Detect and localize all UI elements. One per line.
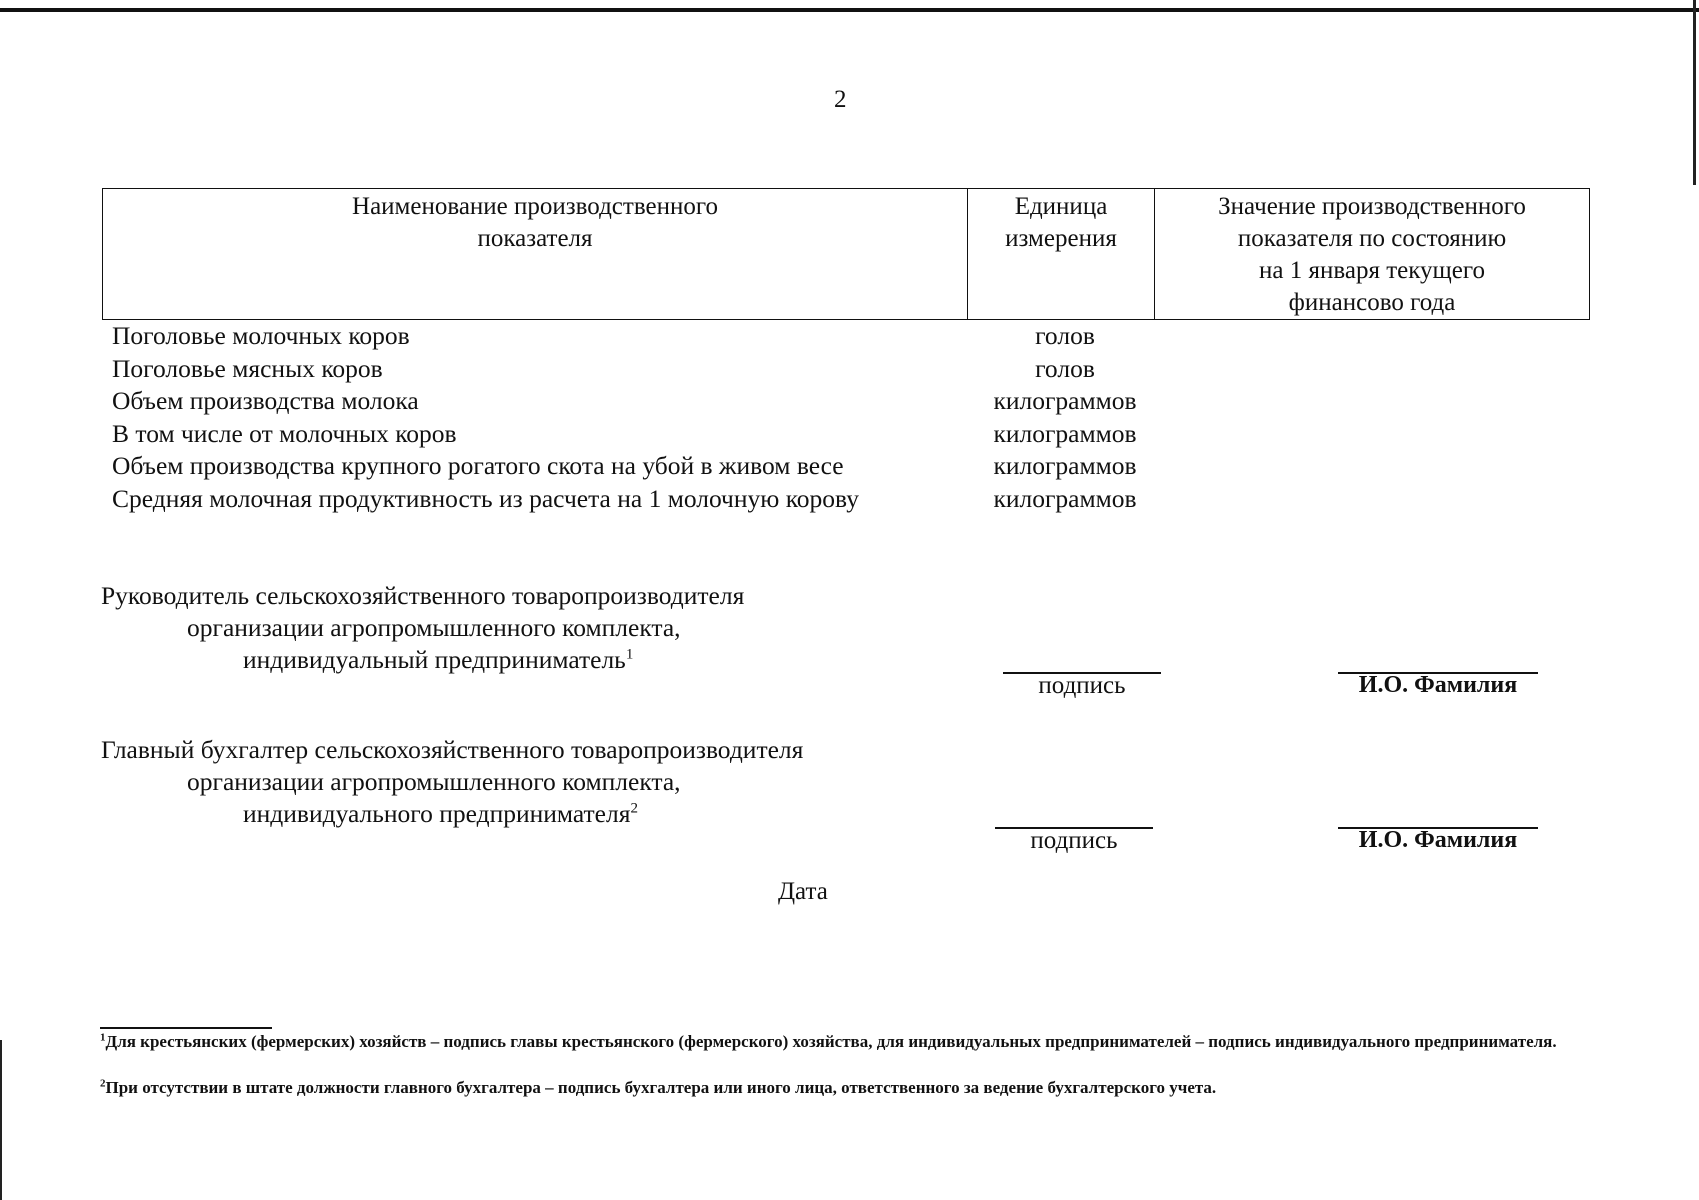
footnote-text: Для крестьянских (фермерских) хозяйств – подпись главы крестьянского (фермерского) хозяйства, для индивидуальных предпринимателей – подпись индивидуального предпринимателя. — [105, 1032, 1557, 1051]
head-title-line-3: индивидуальный предприниматель$^1$ — [243, 645, 634, 674]
accountant-signature-caption: подпись — [1030, 827, 1118, 854]
head-signature-caption: подпись — [1038, 672, 1126, 699]
footnote-1 — [100, 1031, 1600, 1053]
footnote-separator — [100, 1027, 272, 1029]
accountant-title-line-1: Главный бухгалтер сельскохозяйственного товаропроизводителя — [101, 735, 804, 764]
footnote-mark: 2 — [100, 1077, 106, 1090]
indicator-name: Объем производства крупного рогатого скота на убой в живом весе — [112, 451, 844, 480]
head-title-line-1: Руководитель сельскохозяйственного товаропроизводителя — [101, 581, 745, 610]
head-name-caption: И.О. Фамилия — [1358, 672, 1518, 698]
indicator-table-header — [102, 188, 1590, 320]
indicator-unit: голов — [1035, 321, 1095, 350]
accountant-title-line-3: индивидуального предпринимателя$^2$ — [243, 799, 638, 828]
date-label: Дата — [778, 878, 828, 905]
accountant-title-line-2: организации агропромышленного комплекта, — [187, 767, 681, 796]
footnote-ref: 2 — [630, 800, 638, 817]
left-scan-edge — [0, 1040, 2, 1200]
indicator-unit: килограммов — [993, 451, 1137, 480]
header-unit: Единица измерения — [968, 189, 1155, 320]
indicator-name: В том числе от молочных коров — [112, 418, 457, 448]
header-value: Значение производственного показателя по состоянию на 1 января текущего финансово года — [1155, 189, 1590, 320]
right-scan-edge — [1693, 0, 1696, 185]
indicator-unit: килограммов — [993, 418, 1137, 448]
indicator-name: Поголовье молочных коров — [112, 321, 410, 350]
header-indicator-name: Наименование производственного показателя — [103, 189, 968, 320]
footnote-2 — [100, 1077, 1600, 1099]
indicator-name: Поголовье мясных коров — [112, 353, 383, 383]
head-title-line-2: организации агропромышленного комплекта, — [187, 613, 681, 642]
indicator-unit: килограммов — [993, 386, 1137, 415]
footnote-mark: 1 — [100, 1031, 106, 1044]
footnote-text: При отсутствии в штате должности главного бухгалтера – подпись бухгалтера или иного лица, ответственного за ведение бухгалтерского учета. — [105, 1078, 1217, 1097]
indicator-name: Средняя молочная продуктивность из расчета на 1 молочную корову — [112, 483, 859, 513]
page-number: 2 — [834, 86, 847, 113]
footnote-ref: 1 — [625, 646, 634, 663]
indicator-unit: голов — [1035, 353, 1095, 383]
top-border-rule — [0, 8, 1699, 12]
indicator-unit: килограммов — [993, 483, 1137, 513]
indicator-name: Объем производства молока — [112, 386, 419, 415]
accountant-name-caption: И.О. Фамилия — [1358, 827, 1518, 853]
